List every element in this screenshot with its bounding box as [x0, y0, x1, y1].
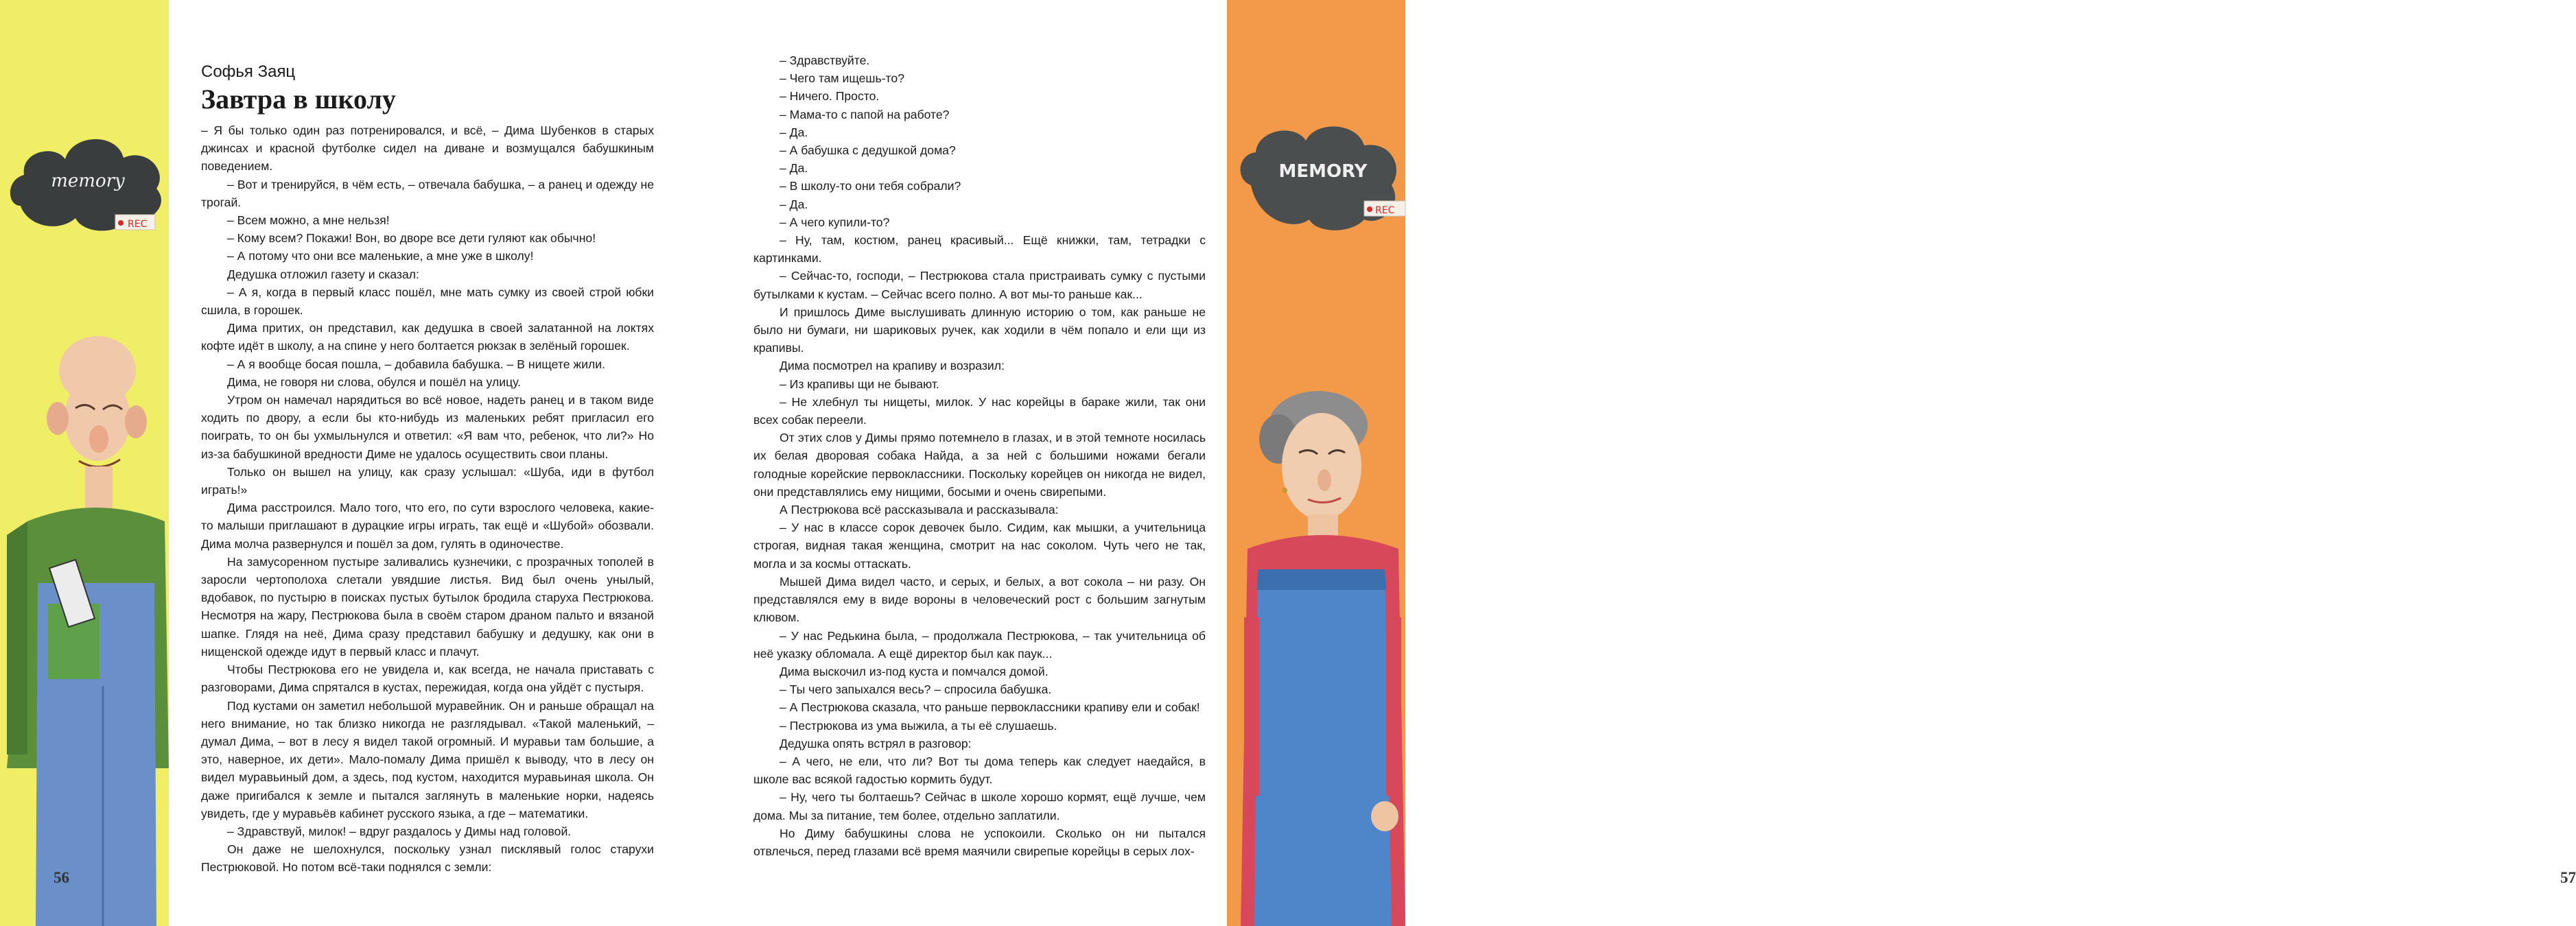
paragraph: Дима выскочил из-под куста и помчался домой.	[780, 664, 1049, 678]
paragraph: Только он вышел на улицу, как сразу услышал: «Шуба, иди в футбол играть!»	[201, 464, 654, 497]
svg-text:REC: REC	[1375, 205, 1395, 216]
paragraph: – Я бы только один раз потренировался, и всё, – Дима Шубенков в старых джинсах и красной футболке сидел на диване и возмущался бабушкиным поведением.	[201, 123, 654, 174]
paragraph: И пришлось Диме выслушивать длинную историю о том, как раньше не было ни бумаги, ни шариковых ручек, как ходили в чём попало и ели щи из крапивы.	[753, 305, 1206, 355]
page-number-right: 57	[2560, 869, 2576, 886]
paragraph: А Пестрюкова всё рассказывала и рассказывала:	[780, 503, 1059, 517]
rec-label	[1364, 201, 1405, 216]
paragraph: – Из крапивы щи не бывают.	[780, 377, 939, 391]
paragraph: Утром он намечал нарядиться во всё новое, надеть ранец и в таком виде ходить по двору, а если бы кто-нибудь из маленьких ребят пригласил его поиграть, то он бы ухмыльнулся и ответил: «Я вам что, ребенок, что ли?» Но из-за бабушкиной вредности Диме не удалось осуществить свои планы.	[201, 393, 654, 461]
paragraph: – Сейчас-то, господи, – Пестрюкова стала пристраивать сумку с пустыми бутылками к кустам. – Сейчас всего полно. А вот мы-то раньше как...	[753, 269, 1206, 301]
paragraph: – В школу-то они тебя собрали?	[780, 179, 961, 193]
paragraph: Дедушка отложил газету и сказал:	[227, 267, 419, 281]
paragraph: – Ну, чего ты болтаешь? Сейчас в школе хорошо кормят, ещё лучше, чем дома. Мы за питание, тем более, отдельно заплатили.	[753, 790, 1206, 822]
paragraph: Дима посмотрел на крапиву и возразил:	[780, 359, 1005, 373]
paragraph: Он даже не шелохнулся, поскольку узнал писклявый голос старухи Пестрюковой. Но потом всё-таки поднялся с земли:	[201, 842, 654, 875]
paragraph: Дима расстроился. Мало того, что его, по сути взрослого человека, какие-то малыши приглашают в дурацкие игры играть, так ещё и «Шубой» обозвали. Дима молча развернулся и пошёл за дом, гулять в одиночестве.	[201, 501, 654, 551]
paragraph: На замусоренном пустыре заливались кузнечики, с прозрачных тополей в заросли чертополоха слетали увядшие листья. Вид был очень унылый, вдобавок, по пустырю в поисках пустых бутылок бродила старуха Пестрюкова. Несмотря на жару, Пестрюкова была в своём старом драном пальто и вязаной шапке. Глядя на неё, Дима сразу представил бабушку и дедушку, как они в нищенской одежде идут в первый класс и плачут.	[201, 554, 654, 658]
paragraph: Чтобы Пестрюкова его не увидела и, как всегда, не начала приставать с разговорами, Дима спрятался в кустах, пережидая, когда она уйдёт с пустыря.	[201, 663, 654, 695]
grandmother-illustration	[1227, 0, 1405, 926]
paragraph: – А я вообще босая пошла, – добавила бабушка. – В нищете жили.	[227, 357, 605, 371]
paragraph: Дедушка опять встрял в разговор:	[780, 736, 972, 750]
page-number-left: 56	[54, 869, 69, 886]
svg-text:MEMORY: MEMORY	[1278, 161, 1368, 182]
paragraph: – У нас в классе сорок девочек было. Сидим, как мышки, а учительница строгая, видная такая женщина, смотрит на нас соколом. Чуть чего не так, могла и за космы оттаскать.	[753, 521, 1206, 571]
paragraph: – Здравствуйте.	[780, 54, 870, 67]
paragraph: – Мама-то с папой на работе?	[780, 107, 950, 121]
paragraph: – Всем можно, а мне нельзя!	[227, 213, 390, 228]
paragraph: – Не хлебнул ты нищеты, милок. У нас корейцы в бараке жили, так они всех собак переели.	[753, 394, 1206, 427]
rec-label	[115, 215, 155, 230]
story-title: Завтра в школу	[201, 84, 396, 115]
paragraph: – Чего там ищешь-то?	[780, 71, 904, 86]
right-text-column	[753, 51, 1206, 860]
paragraph: Под кустами он заметил небольшой муравейник. Он и раньше обращал на него внимание, но так близко никогда не разглядывал. «Такой маленький, – думал Дима, – вот в лесу я видел такой огромный. И муравьи там большие, а это, наверное, их дети». Мало-помалу Дима пришёл к выводу, что в лесу он видел муравьиный дом, а здесь, под кустом, находится муравьиная школа. Он даже пригибался к земле и пытался заглянуть в маленькие норки, надеясь увидеть, где у муравьёв кабинет русского языка, а где – математики.	[201, 698, 654, 820]
paragraph: – Ты чего запыхался весь? – спросила бабушка.	[780, 682, 1052, 697]
paragraph: – А бабушка с дедушкой дома?	[780, 143, 956, 158]
paragraph: Дима, не говоря ни слова, обулся и пошёл на улицу.	[227, 375, 522, 389]
paragraph: – А чего, не ели, что ли? Вот ты дома теперь как следует наедайся, в школе вас всякой гадостью кормить будут.	[753, 754, 1206, 787]
paragraph: – Вот и тренируйся, в чём есть, – отвечала бабушка, – а ранец и одежду не трогай.	[201, 177, 654, 209]
svg-text:REC: REC	[128, 219, 148, 230]
left-illustration-strip	[0, 0, 169, 926]
paragraph: – Да.	[780, 161, 808, 176]
paragraph: – Да.	[780, 197, 808, 211]
paragraph: – А потому что они все маленькие, а мне уже в школу!	[227, 249, 534, 263]
paragraph: – У нас Редькина была, – продолжала Пестрюкова, – так учительница об неё указку обломала. А ещё директор был как паук...	[753, 628, 1206, 661]
paragraph: От этих слов у Димы прямо потемнело в глазах, и в этой темноте носилась их белая дворовая собака Найда, а за ней с большими ножами бегали голодные корейские первоклассники. Поскольку корейцев он никогда не видел, они представлялись ему нищими, босыми и очень свирепыми.	[753, 431, 1206, 499]
paragraph: Но Диму бабушкины слова не успокоили. Сколько он ни пытался отвлечься, перед глазами всё время маячили свирепые корейцы в серых лох-	[753, 826, 1206, 858]
right-illustration-strip	[1227, 0, 2576, 926]
paragraph: – Ну, там, костюм, ранец красивый... Ещё книжки, там, тетрадки с картинками.	[753, 233, 1206, 265]
paragraph: Дима притих, он представил, как дедушка в своей залатанной на локтях кофте идёт в школу, а на спине у него болтается рюкзак в зелёный горошек.	[201, 321, 654, 353]
paragraph: Мышей Дима видел часто, и серых, и белых, а вот сокола – ни разу. Он представлялся ему в виде вороны в человеческий рост с большим загнутым клювом.	[753, 574, 1206, 625]
paragraph: – Ничего. Просто.	[780, 89, 880, 104]
grandfather-illustration	[0, 0, 169, 926]
paragraph: – Кому всем? Покажи! Вон, во дворе все дети гуляют как обычно!	[227, 231, 596, 246]
paragraph: – А я, когда в первый класс пошёл, мне мать сумку из своей строй юбки сшила, в горошек.	[201, 285, 654, 318]
left-text-column	[201, 62, 654, 877]
paragraph: – А Пестрюкова сказала, что раньше первоклассники крапиву ели и собак!	[780, 700, 1200, 715]
paragraph: – А чего купили-то?	[780, 215, 890, 229]
svg-text:memory: memory	[51, 171, 125, 191]
author-name: Софья Заяц	[201, 62, 296, 81]
paragraph: – Здравствуй, милок! – вдруг раздалось у Димы над головой.	[227, 824, 572, 838]
paragraph: – Пестрюкова из ума выжила, а ты её слушаешь.	[780, 718, 1057, 733]
paragraph: – Да.	[780, 125, 808, 139]
